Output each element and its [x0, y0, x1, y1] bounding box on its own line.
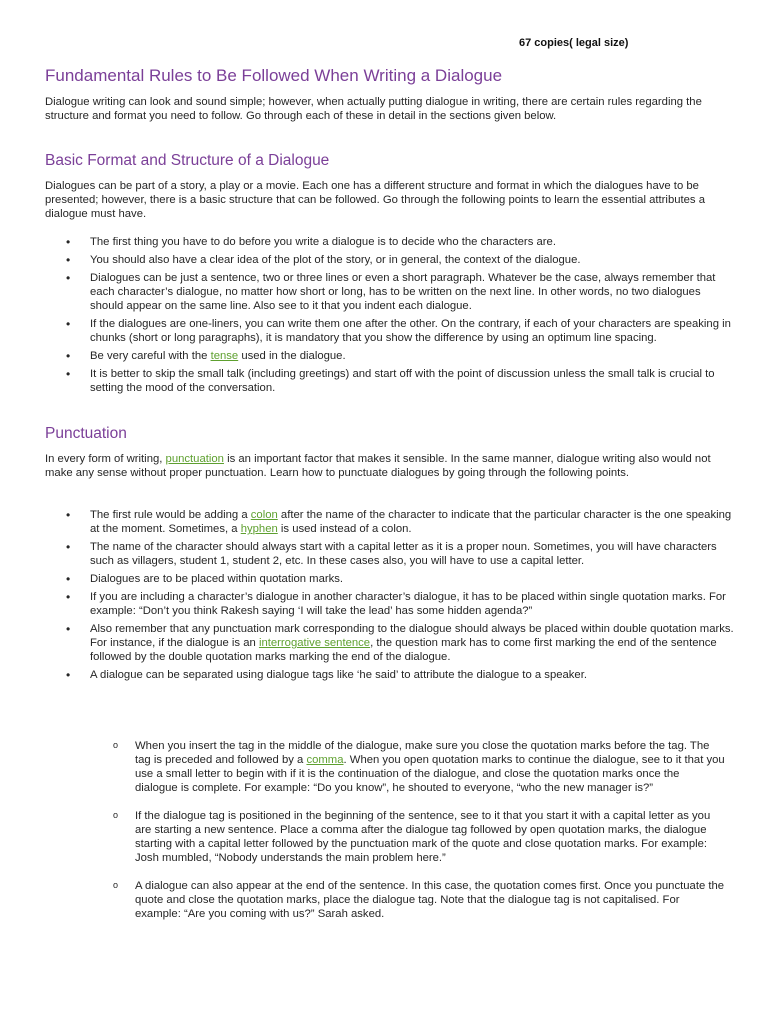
tense-link[interactable]: tense	[210, 350, 239, 362]
list-item: • The first thing you have to do before you write a dialogue is to decide who the characters are.	[45, 235, 735, 249]
list-item: • You should also have a clear idea of the plot of the story, or in general, the context of the dialogue.	[45, 253, 735, 267]
text-span: Also remember that any punctuation mark corresponding to the dialogue should always be placed within double quotation marks. For instance, if the dialogue is an	[90, 623, 734, 649]
sublist-item: o A dialogue can also appear at the end of the sentence. In this case, the quotation comes first. Once you punctuate the quote and close the quotation marks, place the dialogue tag. Note that the dialogue tag is not capitalised. For example: “Are you coming with us?” Sarah asked.	[110, 879, 725, 921]
punctuation-heading: Punctuation	[45, 425, 127, 442]
basic-format-paragraph: Dialogues can be part of a story, a play or a movie. Each one has a different structure and format in which the dialogues have to be presented; however, there is a basic structure that can be followed. Go through the following points to learn the essential attributes a dialogue must have.	[45, 180, 706, 220]
hyphen-link[interactable]: hyphen	[240, 523, 278, 535]
list-item: • A dialogue can be separated using dialogue tags like ‘he said’ to attribute the dialogue to a speaker.	[45, 668, 735, 682]
text-span: is an important factor that makes it sensible. In the same manner, dialogue writing also would not make any sense without proper punctuation. Learn how to punctuate dialogues by going through the following points.	[45, 453, 711, 479]
text-span: , the question mark has to come first marking the end of the sentence followed by the double quotation marks marking the end of the dialogue.	[90, 637, 717, 663]
dialogue-tag-sublist	[110, 739, 725, 935]
list-item	[45, 508, 735, 536]
interrogative-sentence-link[interactable]: interrogative sentence	[258, 637, 371, 649]
list-item	[45, 622, 735, 664]
text-span: In every form of writing,	[45, 453, 166, 465]
list-item: • If the dialogues are one-liners, you can write them one after the other. On the contrary, if each of your characters are speaking in chunks (short or long paragraphs), it is mandatory that you show the difference by using an optimum line spacing.	[45, 317, 735, 345]
punctuation-paragraph	[45, 452, 725, 480]
list-item	[45, 349, 735, 363]
text-span: after the name of the character to indicate that the particular character is the one speaking at the moment. Sometimes, a	[90, 509, 732, 535]
list-item: • If you are including a character’s dialogue in another character’s dialogue, it has to be placed within single quotation marks. For example: “Don’t you think Rakesh saying ‘I will take the lead’ has some hidden agenda?”	[45, 590, 735, 618]
sublist-item	[110, 739, 725, 795]
sublist-item: o If the dialogue tag is positioned in the beginning of the sentence, see to it that you start it with a capital letter as you are starting a new sentence. Place a comma after the dialogue tag followed by open quotation marks, the dialogue starting with a capital letter followed by the punctuation mark of the quote and close quotation marks. For example: Josh mumbled, “Nobody understands the main problem here.”	[110, 809, 725, 865]
text-span: Be very careful with the	[90, 350, 211, 362]
list-item: • Dialogues are to be placed within quotation marks.	[45, 572, 735, 586]
basic-format-list	[45, 235, 735, 399]
list-item: • Dialogues can be just a sentence, two or three lines or even a short paragraph. Whatever be the case, always remember that each character’s dialogue, no matter how short or long, has to be written on the next line. In other words, no two dialogues should appear on the same line. Also see to it that you indent each dialogue.	[45, 271, 735, 313]
basic-format-heading: Basic Format and Structure of a Dialogue	[45, 152, 330, 169]
page-title: Fundamental Rules to Be Followed When Writing a Dialogue	[45, 66, 503, 85]
punctuation-list	[45, 508, 735, 686]
list-item: • It is better to skip the small talk (including greetings) and start off with the point of discussion unless the small talk is crucial to setting the mood of the conversation.	[45, 367, 735, 395]
text-span: is used instead of a colon.	[277, 523, 412, 535]
copies-note: 67 copies( legal size)	[519, 37, 629, 49]
text-span: . When you open quotation marks to continue the dialogue, see to it that you use a small letter to begin with if it is the continuation of the dialogue, and close the quotation marks once the dialogue is complete. For example: “Do you know”, he shouted to everyone, “who the new manager is?”	[135, 754, 725, 794]
comma-link[interactable]: comma	[306, 754, 344, 766]
colon-link[interactable]: colon	[250, 509, 278, 521]
list-item: • The name of the character should always start with a capital letter as it is a proper noun. Sometimes, you will have characters such as villagers, student 1, student 2, etc. In these cases also, you will have to use a capital letter.	[45, 540, 735, 568]
text-span: The first rule would be adding a	[90, 509, 251, 521]
text-span: used in the dialogue.	[238, 350, 346, 362]
intro-paragraph: Dialogue writing can look and sound simple; however, when actually putting dialogue in writing, there are certain rules regarding the structure and format you need to follow. Go through each of these in detail in the sections given below.	[45, 96, 702, 122]
text-span: When you insert the tag in the middle of the dialogue, make sure you close the quotation marks before the tag. The tag is preceded and followed by a	[135, 740, 710, 766]
punctuation-link[interactable]: punctuation	[165, 453, 224, 465]
